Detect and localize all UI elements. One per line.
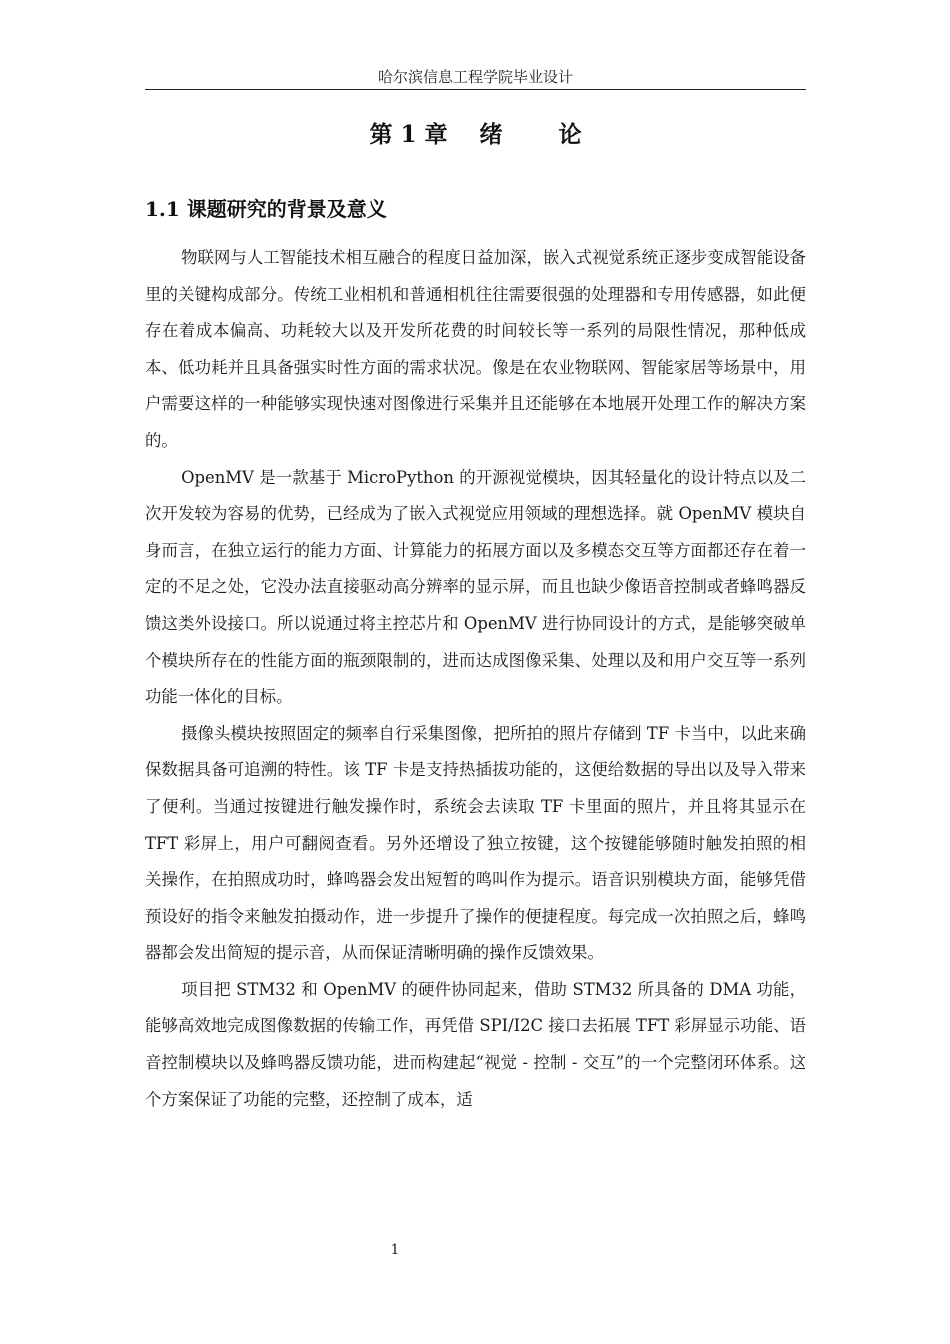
paragraph-2: OpenMV 是一款基于 MicroPython 的开源视觉模块，因其轻量化的设计特点以及二次开发较为容易的优势，已经成为了嵌入式视觉应用领域的理想选择。就 OpenMV 模块自身而言，在独立运行的能力方面、计算能力的拓展方面以及多模态交互等方面都还存在着一定的不足之处，它没办法直接驱动高分辨率的显示屏，而且也缺少像语音控制或者蜂鸣器反馈这类外设接口。所以说通过将主控芯片和 OpenMV 进行协同设计的方式，是能够突破单个模块所存在的性能方面的瓶颈限制的，进而达成图像采集、处理以及和用户交互等一系列功能一体化的目标。 xyxy=(145,467,806,707)
body-text xyxy=(145,240,806,1118)
chapter-title: 第 1 章 绪 论 xyxy=(369,121,582,148)
section-title: 1.1 课题研究的背景及意义 xyxy=(145,197,387,221)
paragraph-3: 摄像头模块按照固定的频率自行采集图像，把所拍的照片存储到 TF 卡当中，以此来确保数据具备可追溯的特性。该 TF 卡是支持热插拔功能的，这便给数据的导出以及导入带来了便利。当通过按键进行触发操作时，系统会去读取 TF 卡里面的照片，并且将其显示在 TFT 彩屏上，用户可翻阅查看。另外还增设了独立按键，这个按键能够随时触发拍照的相关操作，在拍照成功时，蜂鸣器会发出短暂的鸣叫作为提示。语音识别模块方面，能够凭借预设好的指令来触发拍摄动作，进一步提升了操作的便捷程度。每完成一次拍照之后，蜂鸣器都会发出简短的提示音，从而保证清晰明确的操作反馈效果。 xyxy=(145,723,806,963)
paragraph-1: 物联网与人工智能技术相互融合的程度日益加深，嵌入式视觉系统正逐步变成智能设备里的关键构成部分。传统工业相机和普通相机往往需要很强的处理器和专用传感器，如此便存在着成本偏高、功耗较大以及开发所花费的时间较长等一系列的局限性情况，那种低成本、低功耗并且具备强实时性方面的需求状况。像是在农业物联网、智能家居等场景中，用户需要这样的一种能够实现快速对图像进行采集并且还能够在本地展开处理工作的解决方案的。 xyxy=(145,248,806,450)
page-header: 哈尔滨信息工程学院毕业设计 xyxy=(377,68,573,86)
header-rule xyxy=(145,89,806,90)
paragraph-4: 项目把 STM32 和 OpenMV 的硬件协同起来，借助 STM32 所具备的 DMA 功能，能够高效地完成图像数据的传输工作，再凭借 SPI/I2C 接口去拓展 TFT 彩屏显示功能、语音控制模块以及蜂鸣器反馈功能，进而构建起“视觉 - 控制 - 交互”的一个完整闭环体系。这个方案保证了功能的完整，还控制了成本，适 xyxy=(145,979,806,1109)
page-number: 1 xyxy=(390,1242,400,1258)
